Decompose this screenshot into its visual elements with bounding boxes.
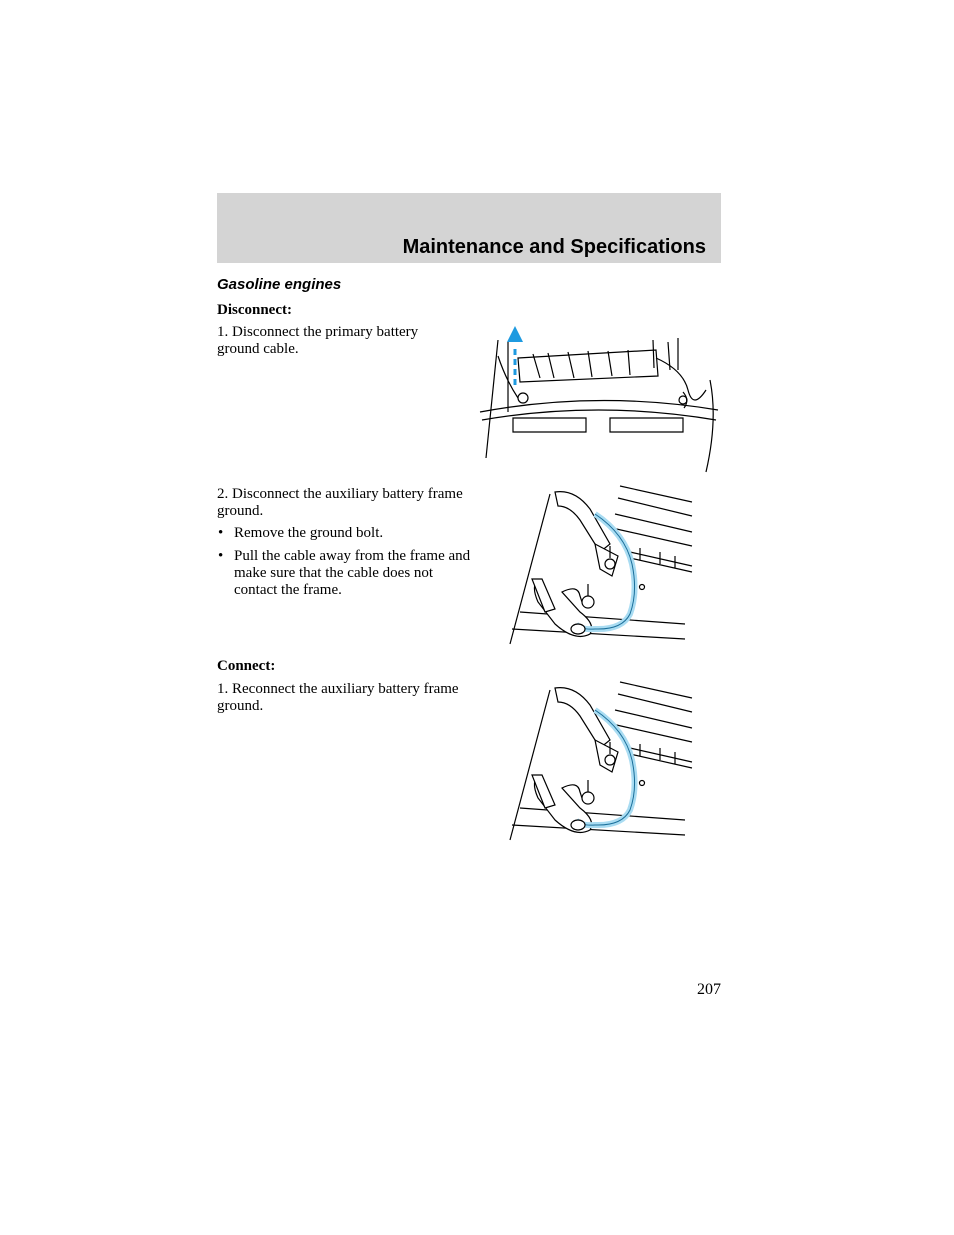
aux-ground-connect-illustration bbox=[500, 680, 700, 845]
header-band bbox=[217, 193, 721, 263]
section-subtitle: Gasoline engines bbox=[217, 276, 342, 293]
aux-ground-disconnect-illustration bbox=[500, 484, 700, 649]
bullet-dot: • bbox=[218, 525, 224, 541]
disconnect-step-1: 1. Disconnect the primary battery ground cable. bbox=[217, 324, 419, 357]
bullet-text: Remove the ground bolt. bbox=[234, 525, 384, 541]
bullet-dot: • bbox=[218, 548, 224, 564]
battery-ground-illustration bbox=[478, 320, 728, 475]
disconnect-step-2: 2. Disconnect the auxiliary battery frame ground. bbox=[217, 486, 463, 519]
page-title: Maintenance and Specifications bbox=[402, 236, 706, 258]
bullet-text: Pull the cable away from the frame and make sure that the cable does not contact the frame. bbox=[234, 548, 471, 598]
connect-step-1: 1. Reconnect the auxiliary battery frame ground. bbox=[217, 681, 459, 714]
bullet-item bbox=[218, 548, 474, 599]
bullet-item bbox=[218, 525, 474, 542]
connect-heading: Connect: bbox=[217, 658, 276, 674]
page-number: 207 bbox=[697, 981, 721, 998]
disconnect-heading: Disconnect: bbox=[217, 302, 292, 318]
